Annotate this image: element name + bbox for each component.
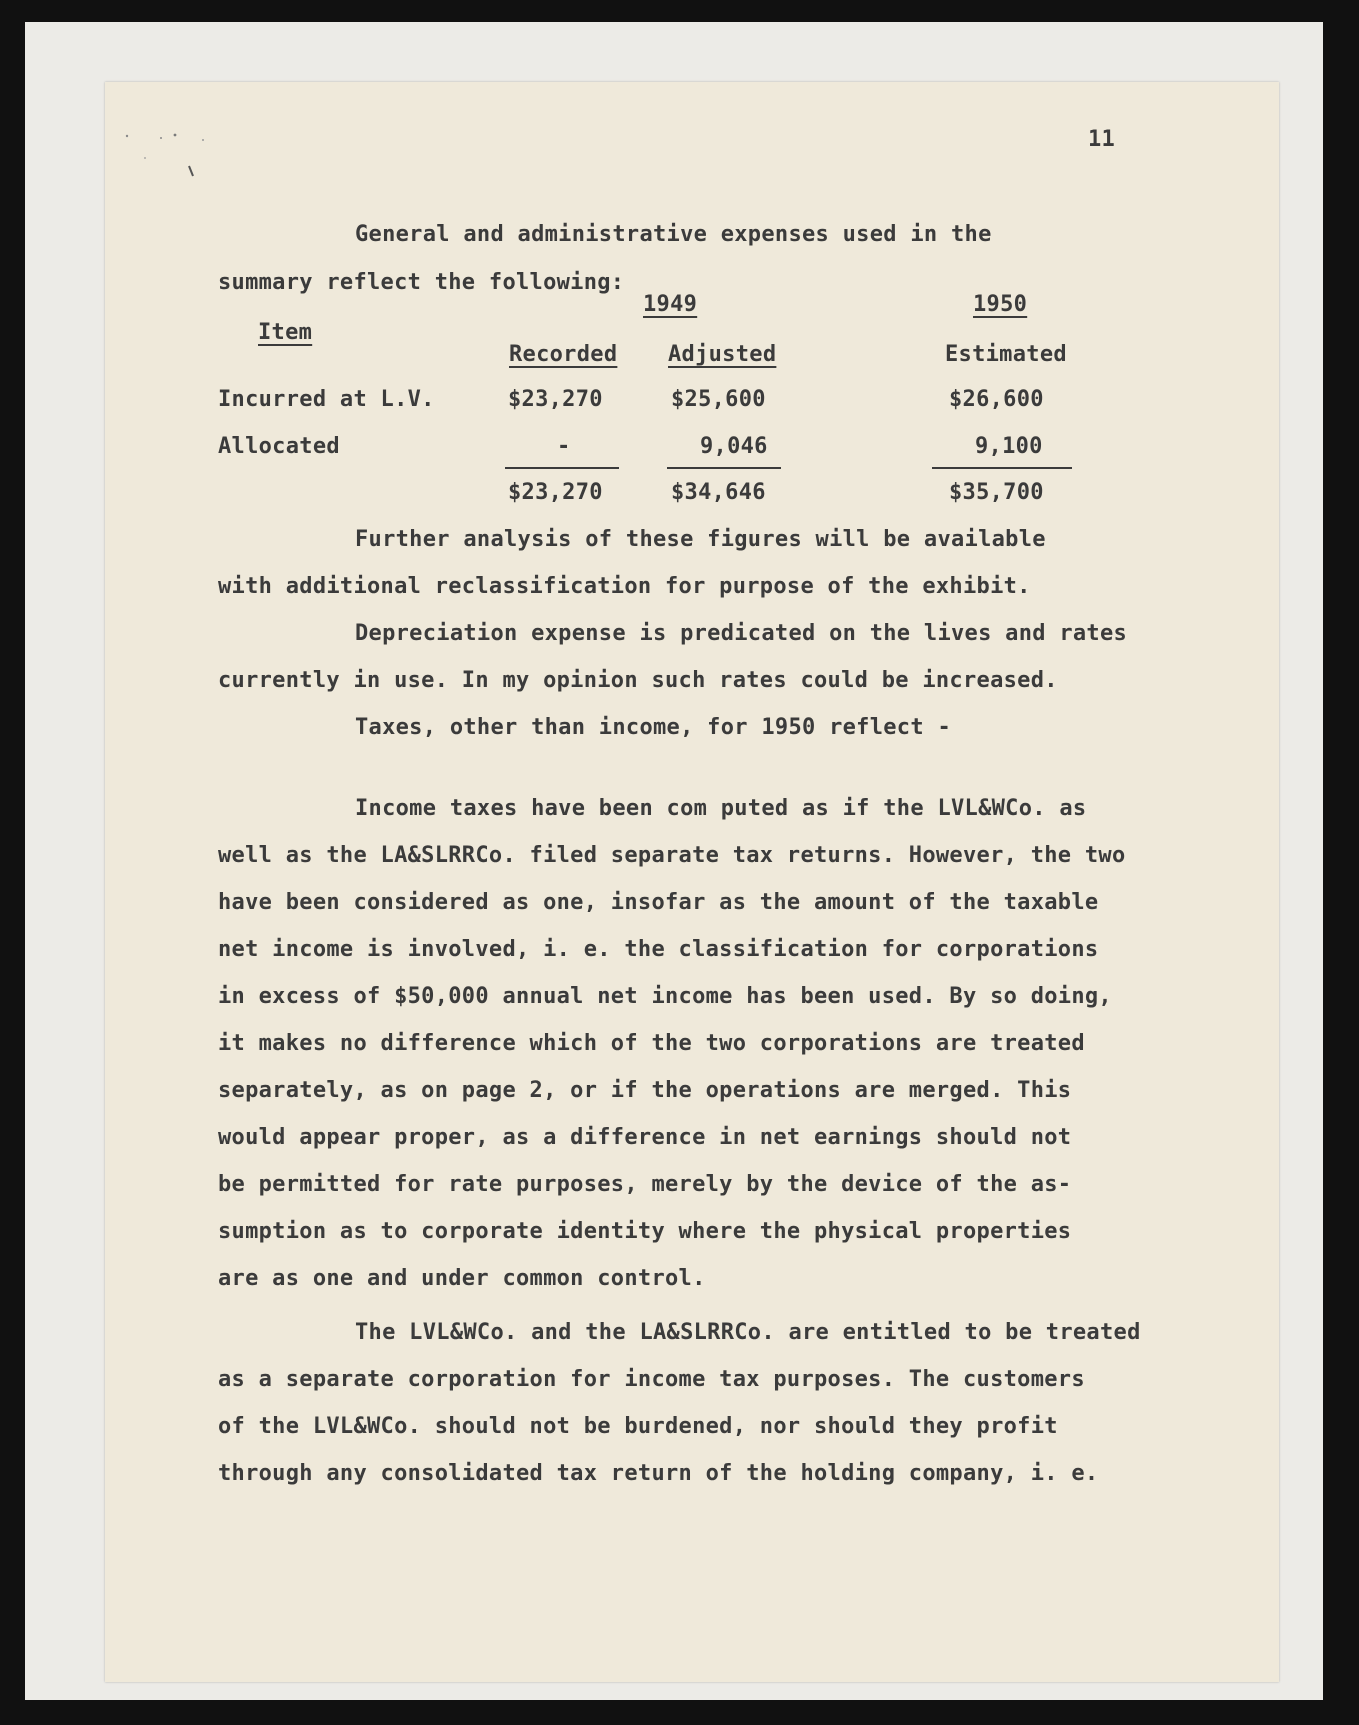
recorded-column-header: Recorded	[509, 342, 618, 367]
row-label-allocated: Allocated	[218, 434, 340, 459]
taxes-line: Taxes, other than income, for 1950 reflect -	[355, 715, 951, 740]
page-number: 11	[1088, 127, 1116, 152]
income-line-3: have been considered as one, insofar as the amount of the taxable	[218, 890, 1099, 915]
cell-estimated-incurred: $26,600	[949, 387, 1044, 412]
total-rule-estimated	[932, 467, 1072, 469]
cell-adjusted-allocated: 9,046	[700, 434, 768, 459]
income-line-10: sumption as to corporate identity where the physical properties	[218, 1219, 1072, 1244]
entitled-line-3: of the LVL&WCo. should not be burdened, nor should they profit	[218, 1414, 1058, 1439]
total-adjusted: $34,646	[671, 480, 766, 505]
total-recorded: $23,270	[508, 480, 603, 505]
income-line-5: in excess of $50,000 annual net income has been used. By so doing,	[218, 984, 1112, 1009]
income-line-11: are as one and under common control.	[218, 1266, 706, 1291]
income-line-4: net income is involved, i. e. the classification for corporations	[218, 937, 1099, 962]
typed-document-page	[105, 82, 1279, 1682]
depreciation-line-2: currently in use. In my opinion such rates could be increased.	[218, 668, 1058, 693]
intro-line-2: summary reflect the following:	[218, 270, 625, 295]
further-line-2: with additional reclassification for purpose of the exhibit.	[218, 574, 1031, 599]
cell-estimated-allocated: 9,100	[975, 434, 1043, 459]
entitled-line-1: The LVL&WCo. and the LA&SLRRCo. are entitled to be treated	[355, 1320, 1141, 1345]
total-rule-recorded	[505, 467, 619, 469]
cell-recorded-incurred: $23,270	[508, 387, 603, 412]
item-column-header: Item	[258, 320, 313, 345]
year-1949-header: 1949	[643, 292, 698, 317]
total-rule-adjusted	[667, 467, 781, 469]
income-line-2: well as the LA&SLRRCo. filed separate tax returns. However, the two	[218, 843, 1126, 868]
further-line-1: Further analysis of these figures will be available	[355, 527, 1046, 552]
depreciation-line-1: Depreciation expense is predicated on the lives and rates	[355, 621, 1128, 646]
adjusted-column-header: Adjusted	[668, 342, 777, 367]
entitled-line-2: as a separate corporation for income tax purposes. The customers	[218, 1367, 1085, 1392]
income-line-7: separately, as on page 2, or if the operations are merged. This	[218, 1078, 1072, 1103]
estimated-column-header: Estimated	[945, 342, 1067, 367]
income-line-6: it makes no difference which of the two corporations are treated	[218, 1031, 1085, 1056]
photo-mount-board	[25, 22, 1323, 1700]
income-line-8: would appear proper, as a difference in net earnings should not	[218, 1125, 1072, 1150]
intro-line-1: General and administrative expenses used in the	[355, 222, 992, 247]
year-1950-header: 1950	[973, 292, 1028, 317]
cell-recorded-allocated: -	[557, 434, 571, 459]
entitled-line-4: through any consolidated tax return of the holding company, i. e.	[218, 1461, 1099, 1486]
income-line-9: be permitted for rate purposes, merely by the device of the as-	[218, 1172, 1072, 1197]
row-label-incurred: Incurred at L.V.	[218, 387, 435, 412]
paper-specks	[123, 122, 233, 182]
cell-adjusted-incurred: $25,600	[671, 387, 766, 412]
income-line-1: Income taxes have been com puted as if the LVL&WCo. as	[355, 796, 1087, 821]
total-estimated: $35,700	[949, 480, 1044, 505]
